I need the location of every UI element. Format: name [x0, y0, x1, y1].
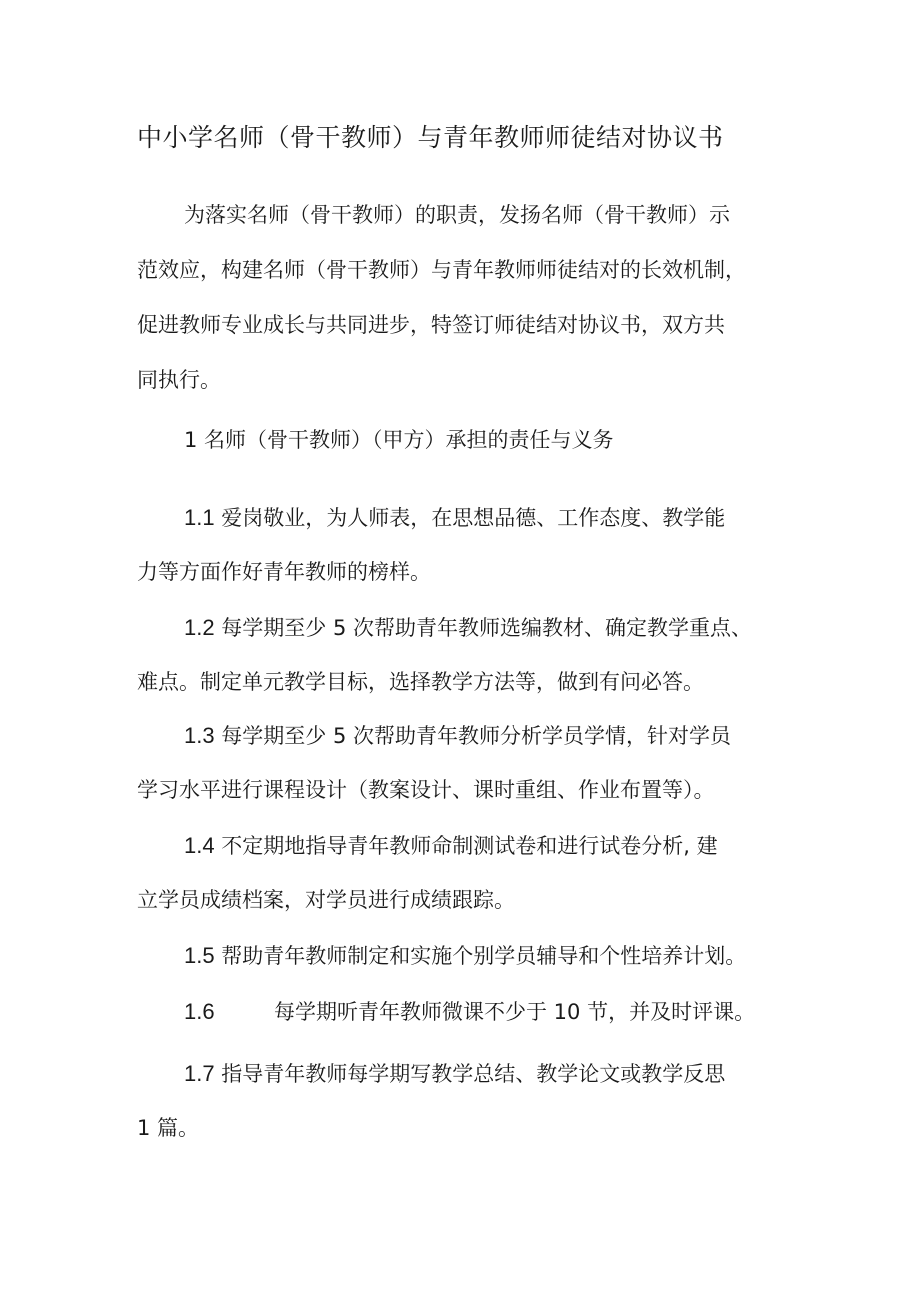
section-heading: 1 名师（骨干教师）（甲方）承担的责任与义务: [184, 428, 614, 452]
item-first-line: [137, 600, 797, 655]
item-text: 1 篇。: [137, 1116, 200, 1140]
intro-paragraph: [137, 188, 797, 408]
item-number: 1.5: [184, 943, 215, 968]
document-title: 中小学名师（骨干教师）与青年教师师徒结对协议书: [137, 123, 724, 152]
item-text: 指导青年教师每学期写教学总结、教学论文或教学反思: [221, 1062, 726, 1086]
intro-line: 为落实名师（骨干教师）的职责，发扬名师（骨干教师）示: [184, 203, 730, 227]
item-1-3: [137, 708, 797, 818]
item-text: 每学期至少 5 次帮助青年教师分析学员学情，针对学员: [221, 724, 731, 748]
item-first-line: [137, 928, 797, 983]
item-text: 学习水平进行课程设计（教案设计、课时重组、作业布置等）。: [137, 778, 715, 802]
item-text: 不定期地指导青年教师命制测试卷和进行试卷分析, 建: [221, 834, 718, 858]
item-number: 1.3: [184, 723, 215, 748]
item-first-line: [137, 984, 797, 1039]
item-text: 难点。制定单元教学目标，选择教学方法等，做到有问必答。: [137, 670, 704, 694]
item-number: 1.6: [184, 999, 215, 1024]
item-number: 1.2: [184, 615, 215, 640]
item-text: 立学员成绩档案，对学员进行成绩跟踪。: [137, 888, 515, 912]
intro-line: 促进教师专业成长与共同进步，特签订师徒结对协议书，双方共: [137, 313, 725, 337]
item-first-line: [137, 1046, 797, 1101]
item-number: 1.7: [184, 1061, 215, 1086]
item-first-line: [137, 818, 797, 873]
item-text: 每学期听青年教师微课不少于 10 节，并及时评课。: [274, 1000, 756, 1024]
item-1-2: [137, 600, 797, 710]
item-number: 1.4: [184, 833, 215, 858]
item-1-5: [137, 928, 797, 983]
intro-line: 同执行。: [137, 368, 221, 392]
item-text: 每学期至少 5 次帮助青年教师选编教材、确定教学重点、: [221, 616, 752, 640]
item-first-line: [137, 708, 797, 763]
item-text: 爱岗敬业，为人师表，在思想品德、工作态度、教学能: [221, 506, 726, 530]
item-1-1: [137, 490, 797, 600]
item-text: 帮助青年教师制定和实施个别学员辅导和个性培养计划。: [221, 944, 747, 968]
item-text: 力等方面作好青年教师的榜样。: [137, 560, 431, 584]
item-number: 1.1: [184, 505, 215, 530]
item-1-4: [137, 818, 797, 928]
item-1-7: [137, 1046, 797, 1156]
intro-line: 范效应，构建名师（骨干教师）与青年教师师徒结对的长效机制，: [137, 258, 746, 282]
item-first-line: [137, 490, 797, 545]
item-1-6: [137, 984, 797, 1039]
